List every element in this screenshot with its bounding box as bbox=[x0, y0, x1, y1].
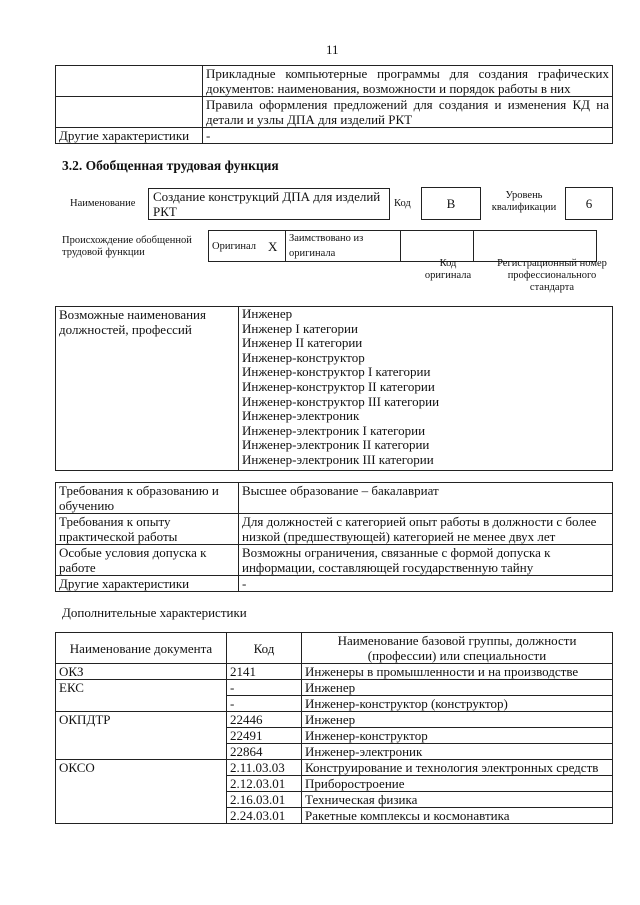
other-characteristics-label: Другие характеристики bbox=[56, 128, 203, 144]
code-label: Код bbox=[394, 198, 411, 209]
occupation-name: Инженер-конструктор (конструктор) bbox=[302, 696, 613, 712]
header-doc: Наименование документа bbox=[56, 633, 227, 664]
position-item: Инженер bbox=[242, 306, 293, 321]
requirement-label: Требования к образованию и обучению bbox=[56, 483, 239, 514]
top-table-row: Прикладные компьютерные программы для создания графических документов: наименования, возможности и порядок работы в них bbox=[203, 66, 613, 97]
top-table-empty-cell bbox=[56, 97, 203, 128]
code-cell: 22491 bbox=[227, 728, 302, 744]
position-item: Инженер-конструктор II категории bbox=[242, 378, 435, 394]
code-value: B bbox=[421, 187, 481, 220]
level-label: Уровень квалификации bbox=[491, 190, 557, 213]
position-item: Инженер-электроник III категории bbox=[242, 451, 434, 467]
requirement-value: Для должностей с категорией опыт работы в должности с более низкой (предшествующей) категорией не менее двух лет bbox=[239, 514, 613, 545]
occupation-name: Инженер-электроник bbox=[302, 744, 613, 760]
position-item: Инженер-электроник I категории bbox=[242, 422, 426, 438]
position-item: Инженер-конструктор III категории bbox=[242, 393, 440, 409]
positions-label: Возможные наименования должностей, профессий bbox=[56, 307, 239, 471]
requirement-label: Требования к опыту практической работы bbox=[56, 514, 239, 545]
other-characteristics-value: - bbox=[203, 128, 613, 144]
header-code: Код bbox=[227, 633, 302, 664]
occupation-name: Инженер bbox=[302, 680, 613, 696]
original-code-cell bbox=[401, 231, 474, 262]
section-title: 3.2. Обобщенная трудовая функция bbox=[62, 158, 279, 173]
occupation-name: Ракетные комплексы и космонавтика bbox=[302, 808, 613, 824]
code-cell: 22864 bbox=[227, 744, 302, 760]
requirement-value: Возможны ограничения, связанные с формой допуска к информации, составляющей государственную тайну bbox=[239, 545, 613, 576]
code-cell: 2.12.03.01 bbox=[227, 776, 302, 792]
requirement-label: Другие характеристики bbox=[56, 576, 239, 592]
doc-name: ОКСО bbox=[56, 760, 227, 824]
reg-caption: Регистрационный номер профессионального стандарта bbox=[497, 258, 607, 293]
code-cell: - bbox=[227, 680, 302, 696]
requirement-value: Высшее образование – бакалавриат bbox=[239, 483, 613, 514]
code-cell: - bbox=[227, 696, 302, 712]
top-table-row: Правила оформления предложений для создания и изменения КД на детали и узлы ДПА для изделий РКТ bbox=[203, 97, 613, 128]
occupation-name: Инженеры в промышленности и на производстве bbox=[302, 664, 613, 680]
requirement-value: - bbox=[239, 576, 613, 592]
doc-name: ОКПДТР bbox=[56, 712, 227, 760]
name-label: Наименование bbox=[70, 198, 136, 209]
position-item: Инженер-конструктор bbox=[242, 349, 365, 365]
additional-title: Дополнительные характеристики bbox=[62, 605, 247, 620]
reg-number-cell bbox=[474, 231, 597, 262]
origin-label: Происхождение обобщенной трудовой функции bbox=[62, 235, 192, 258]
occupation-name: Инженер-конструктор bbox=[302, 728, 613, 744]
doc-name: ЕКС bbox=[56, 680, 227, 712]
code-cell: 2.11.03.03 bbox=[227, 760, 302, 776]
doc-name: ОКЗ bbox=[56, 664, 227, 680]
code-cell: 2.24.03.01 bbox=[227, 808, 302, 824]
requirement-label: Особые условия допуска к работе bbox=[56, 545, 239, 576]
occupation-name: Инженер bbox=[302, 712, 613, 728]
position-item: Инженер-конструктор I категории bbox=[242, 364, 431, 380]
occupation-name: Приборостроение bbox=[302, 776, 613, 792]
position-item: Инженер II категории bbox=[242, 335, 363, 351]
position-item: Инженер-электроник bbox=[242, 408, 360, 424]
position-item: Инженер I категории bbox=[242, 320, 358, 336]
code-cell: 2141 bbox=[227, 664, 302, 680]
original-mark: X bbox=[265, 231, 286, 262]
occupation-name: Техническая физика bbox=[302, 792, 613, 808]
additional-table bbox=[55, 632, 613, 824]
header-name: Наименование базовой группы, должности (профессии) или специальности bbox=[302, 633, 613, 664]
requirements-table bbox=[55, 482, 613, 592]
name-value: Создание конструкций ДПА для изделий РКТ bbox=[148, 188, 390, 220]
position-item: Инженер-электроник II категории bbox=[242, 437, 430, 453]
code-caption: Код оригинала bbox=[424, 258, 472, 281]
top-table-empty-cell bbox=[56, 66, 203, 97]
code-cell: 22446 bbox=[227, 712, 302, 728]
level-value: 6 bbox=[565, 187, 613, 220]
occupation-name: Конструирование и технология электронных средств bbox=[302, 760, 613, 776]
borrowed-label: Заимствовано из оригинала bbox=[286, 231, 401, 262]
top-table bbox=[55, 65, 613, 144]
code-cell: 2.16.03.01 bbox=[227, 792, 302, 808]
positions-table bbox=[55, 306, 613, 471]
page-number: 11 bbox=[326, 42, 339, 57]
original-label: Оригинал bbox=[209, 231, 266, 262]
